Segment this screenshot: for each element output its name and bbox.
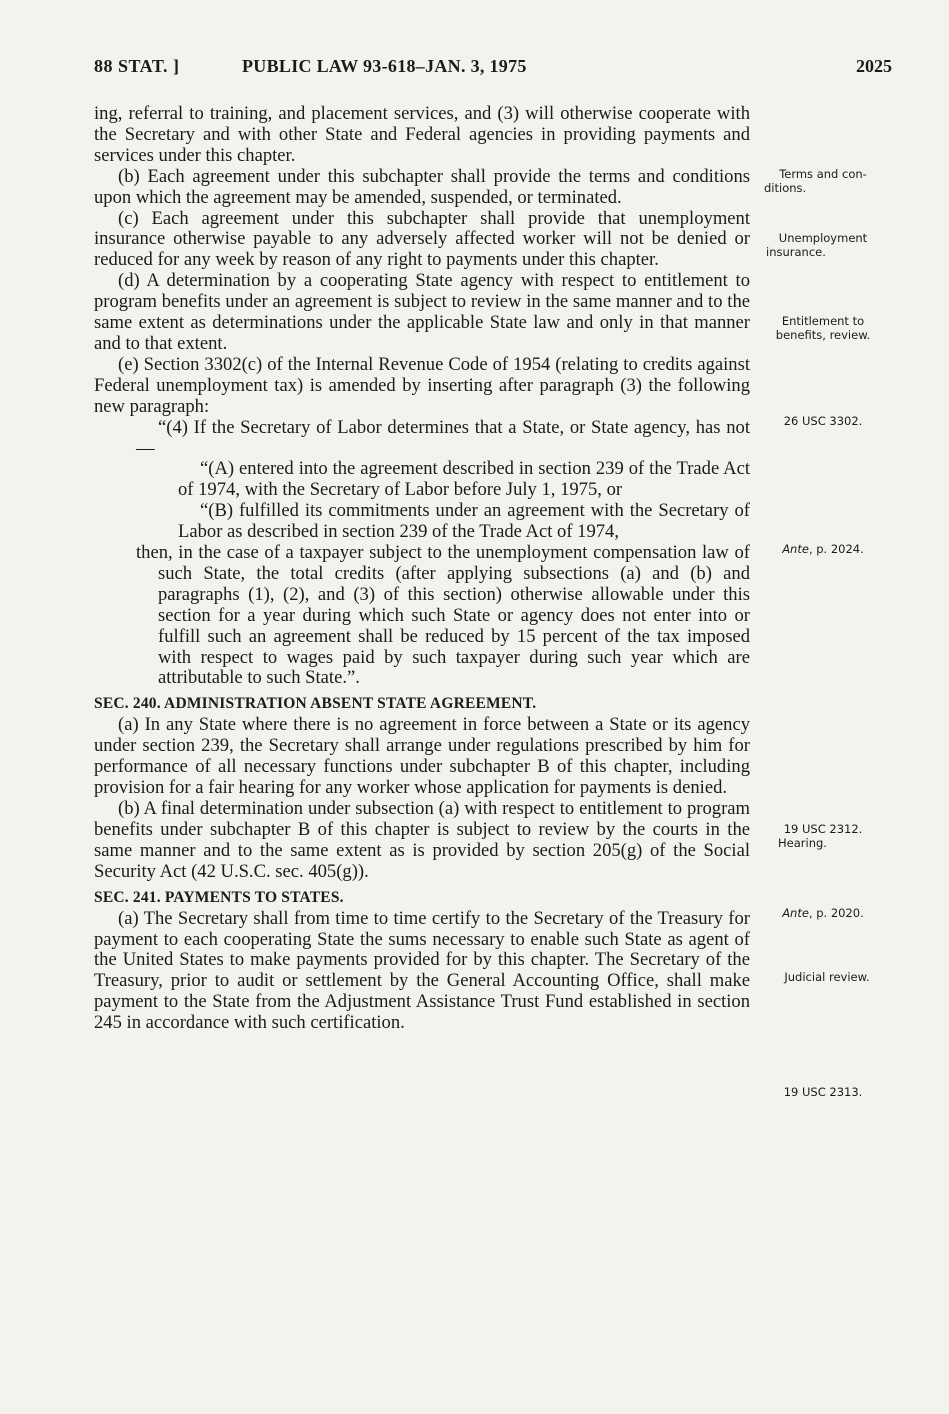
section-241-a: (a) The Secretary shall from time to time certify to the Secretary of the Treasury for payment to each cooperating State the sums necessary to enable such State as agent of the United States to make payments provided for by this chapter. The Secretary of the Treasury, prior to audit or settlement by the General Accounting Office, shall make payment to the State from the Adjustment Assistance Trust Fund established in section 245 in accordance with such certification.	[94, 907, 750, 1034]
margin-note-19-usc-2312: 19 USC 2312. Hearing.	[778, 822, 863, 850]
body-text	[94, 104, 750, 1034]
section-241-heading: SEC. 241. PAYMENTS TO STATES.	[94, 888, 344, 906]
margin-note-entitlement: Entitlement to benefits, review.	[775, 314, 871, 342]
margin-note-terms: Terms and con- ditions.	[764, 167, 867, 195]
margin-note-judicial-review: Judicial review.	[784, 970, 870, 984]
paragraph-continued: ing, referral to training, and placement services, and (3) will otherwise cooperate with the Secretary and with other State and Federal agencies in providing payments and services under this chapter.	[94, 103, 750, 166]
page-number: 2025	[856, 56, 892, 76]
margin-note-ante-2024: Ante, p. 2024.	[782, 542, 864, 556]
paragraph-d: (d) A determination by a cooperating State agency with respect to entitlement to program benefits under an agreement is subject to review in the same manner and to the same extent as determinations under the applicable State law and only in that manner and to that extent.	[94, 270, 750, 354]
page-header	[94, 56, 892, 84]
margin-note-19-usc-2313: 19 USC 2313.	[783, 1085, 863, 1099]
section-240-a: (a) In any State where there is no agreement in force between a State or its agency under section 239, the Secretary shall arrange under regulations prescribed by him for performance of all necessary functions under subchapter B of this chapter, including provision for a fair hearing for any worker whose application for payments is denied.	[94, 714, 750, 799]
margin-note-ante-2020: Ante, p. 2020.	[782, 906, 864, 920]
law-title: PUBLIC LAW 93-618–JAN. 3, 1975	[242, 56, 527, 76]
paragraph-b: (b) Each agreement under this subchapter shall provide the terms and conditions upon which the agreement may be amended, suspended, or terminated.	[94, 165, 750, 208]
statute-reference: 88 STAT. ]	[94, 56, 180, 76]
paragraph-e: (e) Section 3302(c) of the Internal Revenue Code of 1954 (relating to credits against Federal unemployment tax) is amended by inserting after paragraph (3) the following new paragraph:	[94, 353, 750, 417]
paragraph-c: (c) Each agreement under this subchapter shall provide that unemployment insurance otherwise payable to any adversely affected worker will not be denied or reduced for any week by reason of any right to payments under this chapter.	[94, 207, 750, 271]
quoted-subparagraph-a: “(A) entered into the agreement described in section 239 of the Trade Act of 1974, with the Secretary of Labor before July 1, 1975, or	[178, 458, 750, 501]
margin-note-unemployment: Unemployment insurance.	[766, 231, 868, 259]
margin-note-26-usc-3302: 26 USC 3302.	[783, 414, 863, 428]
section-240-b: (b) A final determination under subsection (a) with respect to entitlement to program benefits under subchapter B of this chapter is subject to review by the courts in the same manner and to the same extent as is provided by section 205(g) of the Social Security Act (42 U.S.C. sec. 405(g)).	[94, 798, 750, 882]
quoted-then-clause: then, in the case of a taxpayer subject to the unemployment compensation law of such State, the total credits (after applying subsections (a) and (b) and paragraphs (1), (2), and (3) of this section) otherwise allowable under this section for a year during which such State or agency does not enter into or fulfill such an agreement shall be reduced by 15 percent of the tax imposed with respect to wages paid by such taxpayer during such year which are attributable to such State.”.	[136, 542, 750, 689]
quoted-paragraph-4: “(4) If the Secretary of Labor determines that a State, or State agency, has not—	[136, 416, 750, 459]
quoted-subparagraph-b: “(B) fulfilled its commitments under an agreement with the Secretary of Labor as described in section 239 of the Trade Act of 1974,	[178, 500, 750, 543]
section-240-heading: SEC. 240. ADMINISTRATION ABSENT STATE AGREEMENT.	[94, 695, 537, 713]
